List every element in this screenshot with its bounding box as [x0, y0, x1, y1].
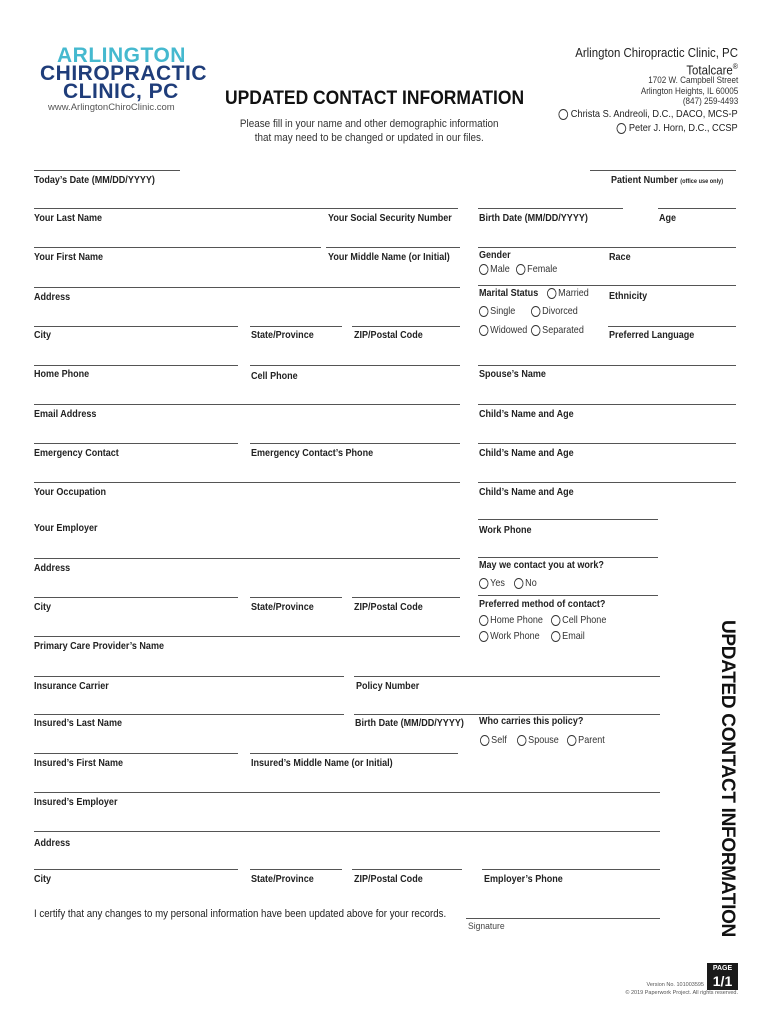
radio-circle-icon [531, 325, 540, 336]
clinic-info [575, 46, 738, 77]
vertical-form-title: UPDATED CONTACT INFORMATION [717, 620, 738, 937]
male-label: Male [490, 263, 510, 275]
signature-line[interactable] [466, 918, 660, 919]
radio-circle-icon [479, 306, 488, 317]
address-line-2: Arlington Heights, IL 60005 [640, 85, 738, 96]
state-line[interactable] [250, 326, 342, 327]
radio-circle-icon [551, 631, 560, 642]
insurance-carrier-line[interactable] [34, 676, 344, 677]
insured-employer-address-line[interactable] [34, 831, 660, 832]
cell-phone-label: Cell Phone [251, 370, 298, 382]
contact-at-work-label: May we contact you at work? [479, 559, 604, 571]
female-label: Female [527, 263, 558, 275]
child-3-line[interactable] [478, 482, 736, 483]
employer-city-label: City [34, 601, 52, 613]
insured-state-label: State/Province [251, 873, 314, 885]
spouse-name-label: Spouse’s Name [479, 368, 546, 380]
employer-zip-label: ZIP/Postal Code [354, 601, 423, 613]
insured-first-label: Insured’s First Name [34, 757, 123, 769]
birth-date-line[interactable] [478, 208, 623, 209]
race-label: Race [609, 251, 631, 263]
contact-yes-radio[interactable] [479, 577, 505, 589]
pcp-label: Primary Care Provider’s Name [34, 640, 165, 652]
employer-address-label: Address [34, 562, 71, 574]
carrier-spouse-radio[interactable] [517, 734, 559, 746]
gender-label: Gender [479, 249, 511, 261]
birth-date-label: Birth Date (MM/DD/YYYY) [479, 212, 588, 224]
insured-zip-label: ZIP/Postal Code [354, 873, 423, 885]
home-phone-label: Home Phone [34, 368, 90, 380]
doctor-1-label: Christa S. Andreoli, D.C., DACO, MCS-P [571, 108, 738, 120]
zip-line[interactable] [352, 326, 460, 327]
pref-email-radio[interactable] [551, 630, 585, 642]
radio-circle-icon [517, 735, 526, 746]
doctor-1-option[interactable] [559, 108, 738, 120]
marital-single-radio[interactable] [479, 305, 515, 317]
pref-home-phone-label: Home Phone [490, 614, 543, 626]
patient-number-label [611, 174, 723, 186]
child-2-line[interactable] [478, 443, 736, 444]
todays-date-line[interactable] [34, 170, 180, 171]
version-number: Version No. 101003595 [646, 982, 704, 988]
registered-mark: ® [732, 62, 738, 71]
employer-state-label: State/Province [251, 601, 314, 613]
radio-circle-icon [479, 615, 488, 626]
address-line[interactable] [34, 287, 460, 288]
separated-label: Separated [542, 324, 584, 336]
first-name-label: Your First Name [34, 251, 104, 263]
email-line[interactable] [34, 404, 460, 405]
emergency-contact-line[interactable] [34, 443, 238, 444]
radio-circle-icon [617, 123, 627, 134]
state-label: State/Province [251, 329, 314, 341]
employer-address-line[interactable] [34, 558, 460, 559]
widowed-label: Widowed [490, 324, 528, 336]
gender-male-radio[interactable] [479, 263, 510, 275]
address-line-1: 1702 W. Campbell Street [647, 75, 738, 85]
marital-status-label: Marital Status [479, 287, 539, 299]
gender-line [478, 247, 736, 248]
insured-birth-label: Birth Date (MM/DD/YYYY) [355, 717, 464, 729]
marital-line [478, 285, 736, 286]
divorced-label: Divorced [542, 305, 578, 317]
logo-line-2: CHIROPRACTIC [40, 62, 207, 85]
pref-cell-phone-radio[interactable] [551, 614, 606, 626]
employer-zip-line[interactable] [352, 597, 460, 598]
marital-separated-radio[interactable] [531, 324, 584, 336]
logo-line-1: ARLINGTON [57, 44, 186, 67]
logo-line-3: CLINIC, PC [63, 80, 179, 103]
doctor-2-option[interactable] [617, 122, 738, 134]
carrier-parent-radio[interactable] [567, 734, 605, 746]
insured-city-label: City [34, 873, 52, 885]
marital-divorced-radio[interactable] [531, 305, 578, 317]
todays-date-label: Today’s Date (MM/DD/YYYY) [34, 174, 155, 186]
insured-state-line[interactable] [250, 869, 342, 870]
ethnicity-label: Ethnicity [609, 290, 648, 302]
radio-circle-icon [567, 735, 576, 746]
signature-label: Signature [468, 921, 505, 932]
marital-married-radio[interactable] [547, 287, 589, 299]
carrier-self-radio[interactable] [480, 734, 507, 746]
insured-first-line[interactable] [34, 753, 238, 754]
form-instructions: Please fill in your name and other demographic information that may need to be changed or updated in our files. [239, 118, 499, 144]
preferred-contact-label: Preferred method of contact? [479, 598, 606, 610]
radio-circle-icon [479, 264, 488, 275]
clinic-name: Arlington Chiropractic Clinic, PC [575, 45, 738, 60]
child-2-label: Child’s Name and Age [479, 447, 574, 459]
form-title: UPDATED CONTACT INFORMATION [225, 88, 525, 109]
radio-circle-icon [531, 306, 540, 317]
marital-widowed-radio[interactable] [479, 324, 527, 336]
office-use-note: (office use only) [680, 178, 724, 185]
pref-work-phone-radio[interactable] [479, 630, 540, 642]
page-indicator [707, 963, 738, 990]
radio-circle-icon [551, 615, 560, 626]
employer-phone-line[interactable] [482, 869, 660, 870]
clinic-phone: (847) 259-4493 [682, 96, 738, 106]
policy-number-line[interactable] [354, 676, 660, 677]
pref-work-phone-label: Work Phone [490, 630, 540, 642]
contact-no-radio[interactable] [514, 577, 537, 589]
ssn-label: Your Social Security Number [328, 212, 452, 224]
radio-circle-icon [479, 325, 488, 336]
policy-number-label: Policy Number [356, 680, 420, 692]
page-number: 1/1 [712, 973, 733, 989]
single-label: Single [490, 305, 516, 317]
patient-number-text: Patient Number [611, 174, 678, 186]
no-label: No [525, 577, 537, 589]
self-label: Self [491, 734, 507, 746]
email-label: Email Address [34, 408, 97, 420]
employer-city-line[interactable] [34, 597, 238, 598]
child-1-line[interactable] [478, 404, 736, 405]
insured-employer-line[interactable] [34, 792, 660, 793]
spouse-line[interactable] [478, 365, 736, 366]
pcp-line[interactable] [34, 636, 460, 637]
insured-last-line[interactable] [34, 714, 344, 715]
brand-name: Totalcare [686, 62, 733, 78]
preferred-contact-line [478, 595, 658, 596]
occupation-label: Your Occupation [34, 486, 107, 498]
radio-circle-icon [479, 631, 488, 642]
insured-last-label: Insured’s Last Name [34, 717, 123, 729]
middle-name-line[interactable] [326, 247, 460, 248]
emergency-contact-label: Emergency Contact [34, 447, 119, 459]
employer-label: Your Employer [34, 522, 98, 534]
contact-at-work-line [478, 557, 658, 558]
pref-cell-phone-label: Cell Phone [562, 614, 607, 626]
occupation-line[interactable] [34, 482, 460, 483]
radio-circle-icon [480, 735, 489, 746]
clinic-website: www.ArlingtonChiroClinic.com [48, 102, 175, 113]
radio-circle-icon [559, 109, 569, 120]
insured-employer-label: Insured’s Employer [34, 796, 118, 808]
insured-city-line[interactable] [34, 869, 238, 870]
preferred-language-label: Preferred Language [609, 329, 695, 341]
insured-middle-line[interactable] [250, 753, 458, 754]
first-name-line[interactable] [34, 247, 321, 248]
patient-number-line[interactable] [590, 170, 736, 171]
zip-label: ZIP/Postal Code [354, 329, 423, 341]
insured-middle-label: Insured’s Middle Name (or Initial) [251, 757, 393, 769]
parent-label: Parent [578, 734, 605, 746]
cell-phone-line[interactable] [250, 365, 460, 366]
yes-label: Yes [490, 577, 505, 589]
work-phone-label: Work Phone [479, 524, 532, 536]
employer-phone-label: Employer’s Phone [484, 873, 563, 885]
radio-circle-icon [514, 578, 523, 589]
insurance-carrier-label: Insurance Carrier [34, 680, 109, 692]
doctor-2-label: Peter J. Horn, D.C., CCSP [629, 122, 738, 134]
age-label: Age [659, 212, 677, 224]
language-line[interactable] [608, 326, 736, 327]
radio-circle-icon [516, 264, 525, 275]
last-name-line[interactable] [34, 208, 458, 209]
pref-email-label: Email [562, 630, 585, 642]
work-phone-line[interactable] [478, 519, 658, 520]
emergency-phone-line[interactable] [250, 443, 460, 444]
certification-text: I certify that any changes to my personal information have been updated above for your records. [34, 908, 447, 920]
page-label: PAGE [712, 965, 733, 972]
insured-zip-line[interactable] [352, 869, 462, 870]
pref-home-phone-radio[interactable] [479, 614, 543, 626]
age-line[interactable] [658, 208, 736, 209]
copyright-notice: © 2019 Paperwork Project. All rights reserved. [625, 990, 738, 996]
child-1-label: Child’s Name and Age [479, 408, 574, 420]
married-label: Married [558, 287, 589, 299]
city-label: City [34, 329, 52, 341]
last-name-label: Your Last Name [34, 212, 103, 224]
emergency-phone-label: Emergency Contact’s Phone [251, 447, 374, 459]
radio-circle-icon [479, 578, 488, 589]
spouse-label: Spouse [528, 734, 559, 746]
address-label: Address [34, 291, 71, 303]
employer-state-line[interactable] [250, 597, 342, 598]
gender-female-radio[interactable] [516, 263, 557, 275]
clinic-address [641, 75, 738, 107]
home-phone-line[interactable] [34, 365, 238, 366]
who-carries-label: Who carries this policy? [479, 715, 584, 727]
child-3-label: Child’s Name and Age [479, 486, 574, 498]
middle-name-label: Your Middle Name (or Initial) [328, 251, 450, 263]
city-line[interactable] [34, 326, 238, 327]
insured-employer-address-label: Address [34, 837, 71, 849]
radio-circle-icon [547, 288, 556, 299]
